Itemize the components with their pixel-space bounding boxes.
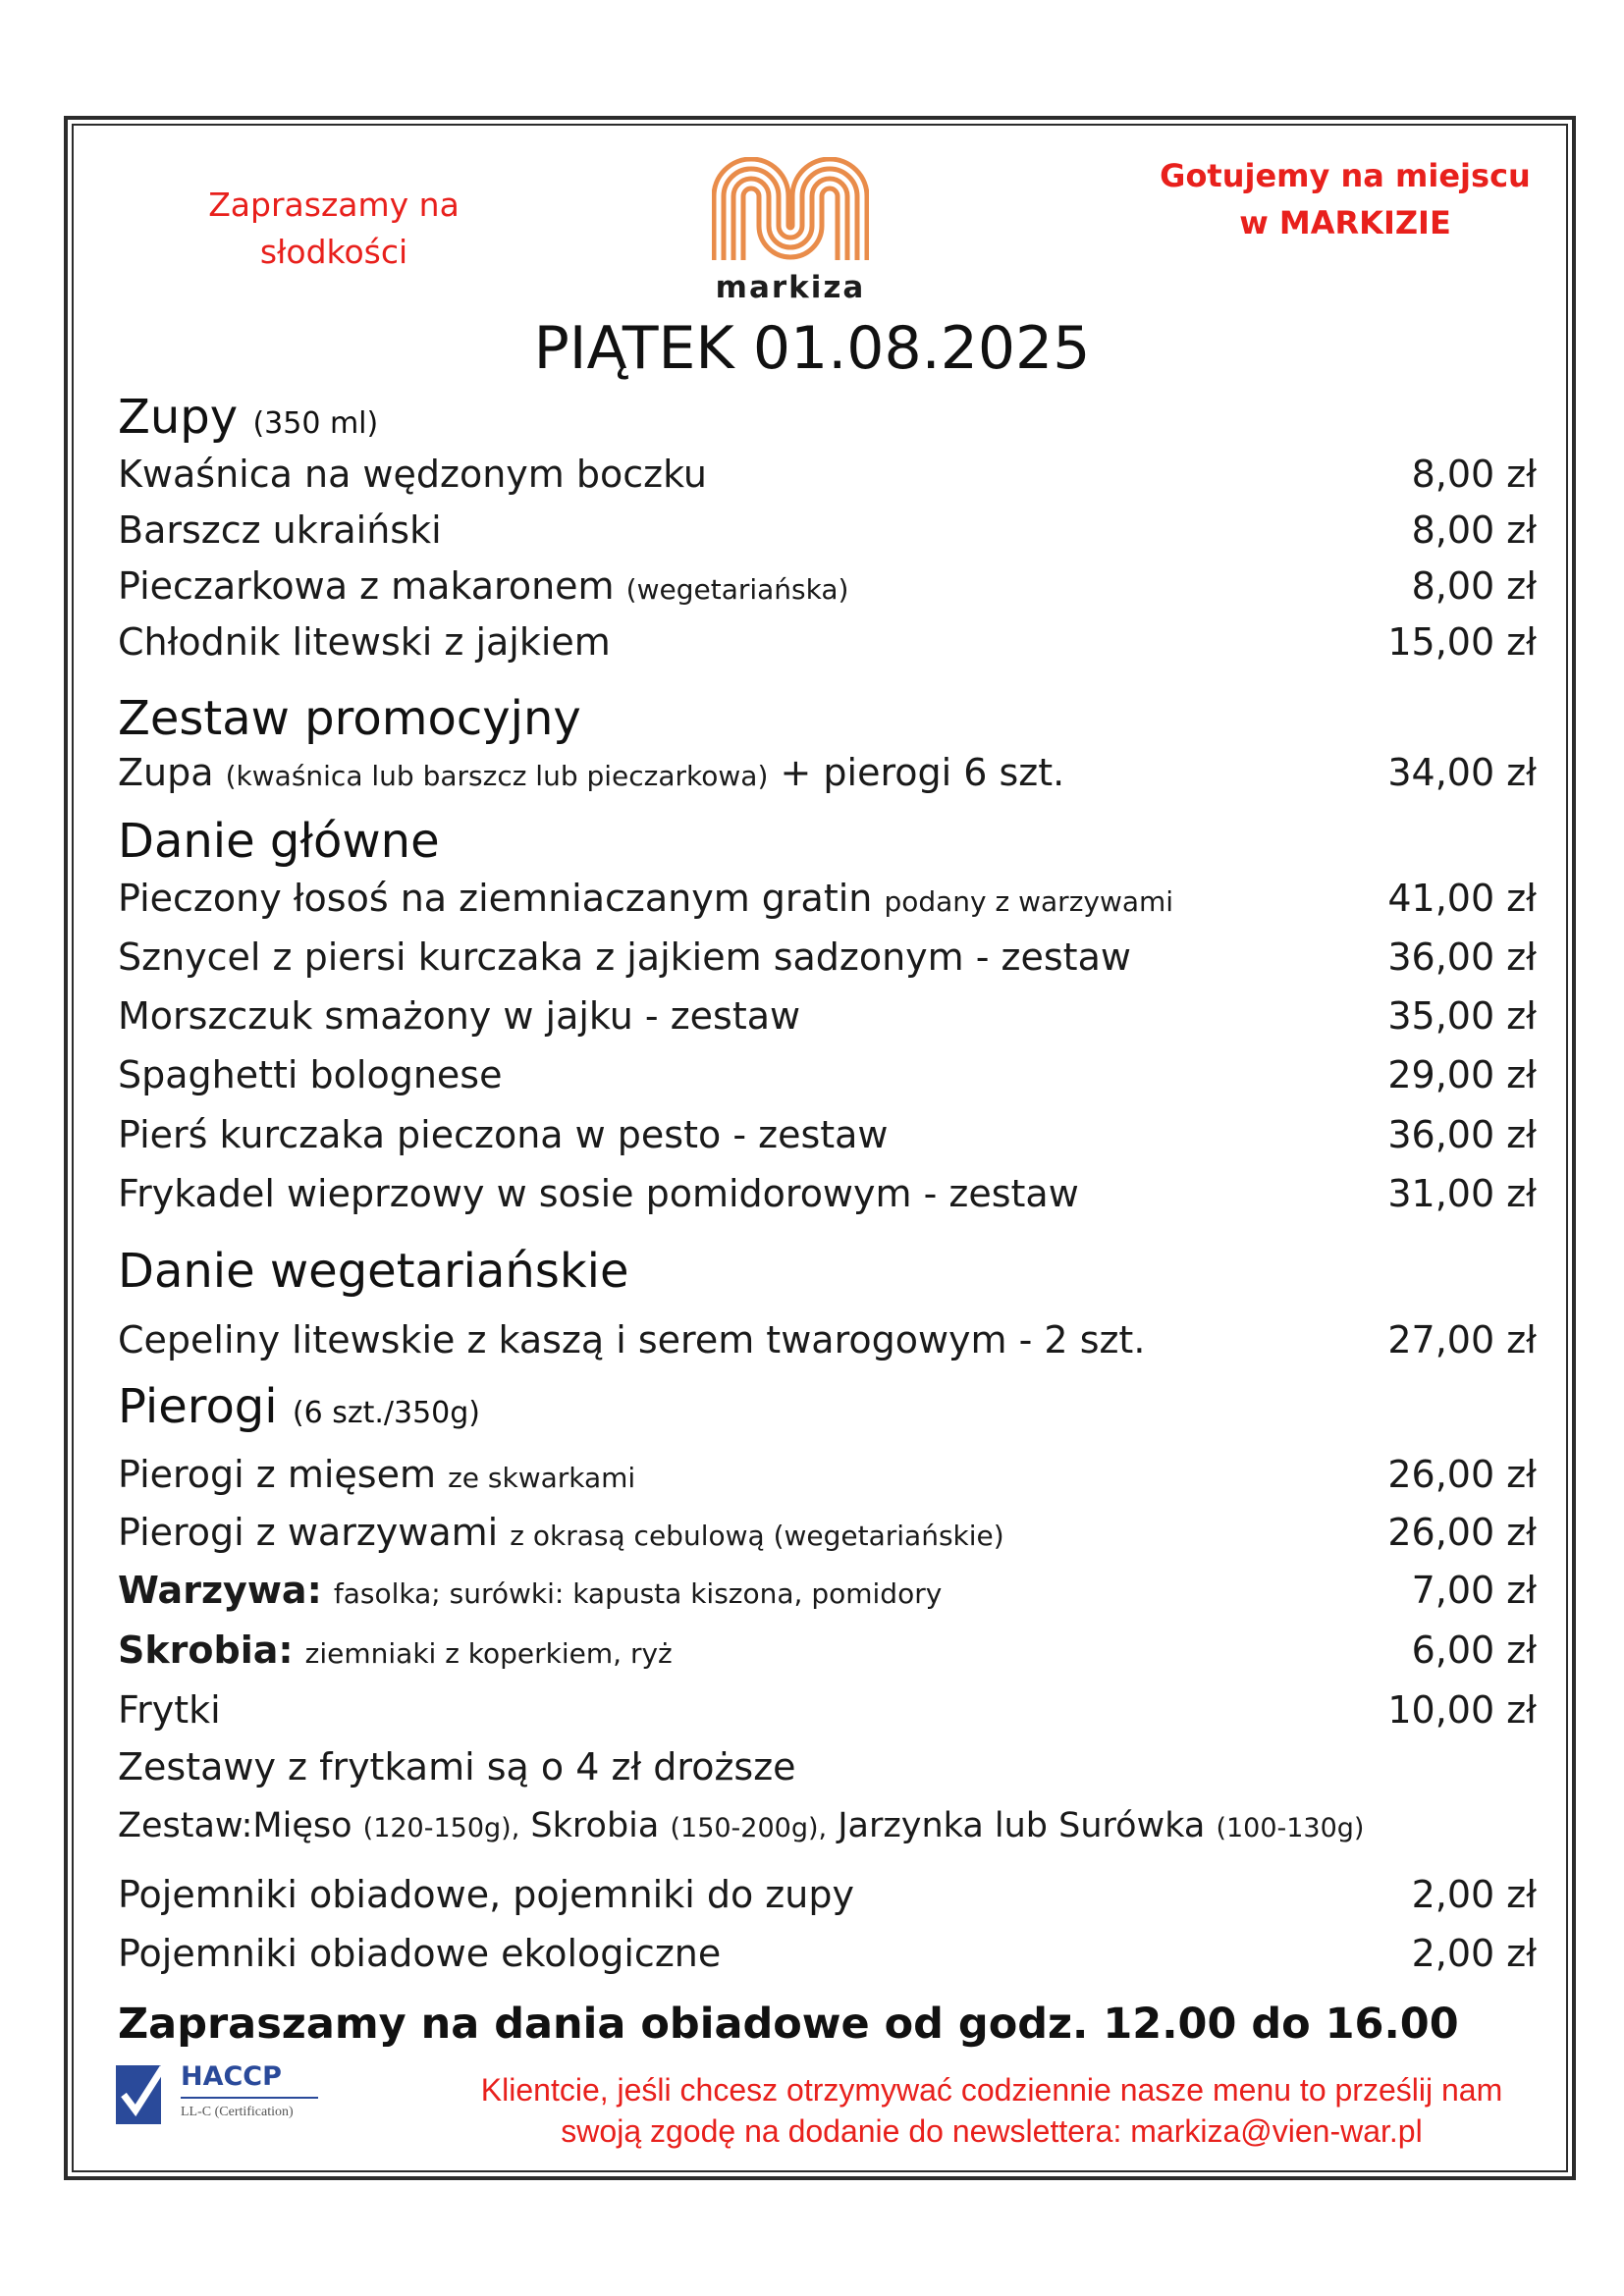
item-name: Sznycel z piersi kurczaka z jajkiem sadzonym - zestaw — [118, 935, 1131, 979]
item-name: Barszcz ukraiński — [118, 508, 442, 552]
item-name: Chłodnik litewski z jajkiem — [118, 620, 611, 664]
sweets-note-line-2: słodkości — [259, 233, 408, 271]
menu-item-warzywa — [118, 1561, 1537, 1620]
section-title: Pierogi — [118, 1379, 278, 1434]
haccp-check-icon — [116, 2061, 167, 2126]
menu-item — [118, 1164, 1537, 1223]
item-name: Zupa — [118, 751, 214, 794]
item-price: 26,00 zł — [1387, 1453, 1537, 1496]
item-note: fasolka; surówki: kapusta kiszona, pomidory — [333, 1577, 943, 1610]
menu-item — [118, 1310, 1537, 1369]
menu-item — [118, 613, 1537, 671]
opening-hours-cta: Zapraszamy na dania obiadowe od godz. 12.00 do 16.00 — [118, 2000, 1459, 2049]
cooking-note — [1149, 152, 1542, 246]
cooking-note-line-1: Gotujemy na miejscu — [1160, 157, 1531, 194]
item-price: 36,00 zł — [1387, 1113, 1537, 1156]
menu-item — [118, 987, 1537, 1045]
item-name: Pojemniki obiadowe, pojemniki do zupy — [118, 1873, 854, 1916]
haccp-subtitle: LL-C (Certification) — [181, 2105, 294, 2119]
item-name: Pierś kurczaka pieczona w pesto - zestaw — [118, 1113, 889, 1156]
logo-wordmark: markiza — [715, 270, 866, 305]
item-price: 35,00 zł — [1387, 994, 1537, 1038]
newsletter-line-2: swoją zgodę na dodanie do newslettera: markiza@vien-war.pl — [561, 2113, 1423, 2149]
item-price: 41,00 zł — [1387, 877, 1537, 920]
menu-item — [118, 1045, 1537, 1104]
item-price: 8,00 zł — [1411, 564, 1537, 608]
menu-item — [118, 501, 1537, 560]
frytki-info: Zestawy z frytkami są o 4 zł droższe — [118, 1745, 796, 1789]
menu-item — [118, 557, 1537, 615]
item-price: 6,00 zł — [1411, 1629, 1537, 1672]
newsletter-note — [432, 2069, 1551, 2152]
zestaw-info-note-1: (120-150g), — [362, 1813, 520, 1843]
item-name: Pieczarkowa z makaronem — [118, 564, 615, 608]
item-note: ze skwarkami — [448, 1462, 636, 1494]
item-note: (wegetariańska) — [625, 573, 849, 606]
section-heading-zestaw — [118, 689, 581, 748]
menu-item — [118, 1503, 1537, 1562]
section-heading-pierogi — [118, 1377, 480, 1443]
item-name: Kwaśnica na wędzonym boczku — [118, 453, 708, 496]
item-price: 10,00 zł — [1387, 1688, 1537, 1732]
item-note: podany z warzywami — [884, 885, 1174, 918]
markiza-logo-icon — [712, 157, 869, 265]
zestaw-info-note-2: (150-200g), — [670, 1813, 828, 1843]
item-suffix: + pierogi 6 szt. — [780, 751, 1065, 794]
menu-item — [118, 743, 1537, 802]
menu-item — [118, 869, 1537, 928]
haccp-badge — [116, 2061, 322, 2130]
item-price: 34,00 zł — [1387, 751, 1537, 794]
item-name: Pieczony łosoś na ziemniaczanym gratin — [118, 877, 873, 920]
item-price: 15,00 zł — [1387, 620, 1537, 664]
item-price: 7,00 zł — [1411, 1569, 1537, 1612]
haccp-divider — [181, 2097, 318, 2099]
section-title: Danie wegetariańskie — [118, 1244, 629, 1299]
zestaw-info — [118, 1796, 1364, 1858]
item-note: ziemniaki z koperkiem, ryż — [304, 1637, 673, 1670]
item-name: Frykadel wieprzowy w sosie pomidorowym - zestaw — [118, 1172, 1079, 1215]
item-label: Skrobia: — [118, 1629, 294, 1672]
item-price: 27,00 zł — [1387, 1318, 1537, 1362]
section-title: Zestaw promocyjny — [118, 691, 581, 746]
cooking-note-line-2: w MARKIZIE — [1239, 204, 1451, 241]
section-heading-zupy — [118, 388, 378, 454]
item-price: 8,00 zł — [1411, 453, 1537, 496]
zestaw-info-part-1: Zestaw:Mięso — [118, 1806, 352, 1845]
item-label: Warzywa: — [118, 1569, 322, 1612]
item-name: Pierogi z mięsem — [118, 1453, 436, 1496]
section-heading-glowne — [118, 812, 440, 871]
sweets-note — [196, 182, 471, 276]
item-name: Cepeliny litewskie z kaszą i serem twarogowym - 2 szt. — [118, 1318, 1146, 1362]
haccp-title: HACCP — [181, 2061, 282, 2092]
menu-item — [118, 1445, 1537, 1504]
item-name: Morszczuk smażony w jajku - zestaw — [118, 994, 801, 1038]
section-heading-wege — [118, 1242, 629, 1301]
sweets-note-line-1: Zapraszamy na — [208, 186, 460, 224]
page-title: PIĄTEK 01.08.2025 — [533, 314, 1091, 383]
menu-item-pojemniki — [118, 1865, 1537, 1924]
item-price: 31,00 zł — [1387, 1172, 1537, 1215]
zestaw-info-note-3: (100-130g) — [1216, 1813, 1365, 1843]
item-name: Pierogi z warzywami — [118, 1511, 499, 1554]
menu-item — [118, 445, 1537, 504]
item-name: Spaghetti bolognese — [118, 1053, 503, 1096]
section-note: (6 szt./350g) — [292, 1396, 480, 1430]
menu-item — [118, 928, 1537, 987]
item-note: z okrasą cebulową (wegetariańskie) — [510, 1520, 1004, 1552]
item-name: Frytki — [118, 1688, 221, 1732]
item-name: Pojemniki obiadowe ekologiczne — [118, 1932, 722, 1975]
markiza-logo — [712, 157, 869, 304]
item-price: 2,00 zł — [1411, 1932, 1537, 1975]
item-price: 8,00 zł — [1411, 508, 1537, 552]
zestaw-info-part-3: Jarzynka lub Surówka — [838, 1806, 1206, 1845]
menu-item — [118, 1105, 1537, 1164]
section-note: (350 ml) — [252, 406, 379, 441]
zestaw-info-part-2: Skrobia — [530, 1806, 660, 1845]
menu-item-pojemniki-eko — [118, 1924, 1537, 1983]
item-note: (kwaśnica lub barszcz lub pieczarkowa) — [225, 760, 769, 792]
item-price: 29,00 zł — [1387, 1053, 1537, 1096]
item-price: 26,00 zł — [1387, 1511, 1537, 1554]
newsletter-line-1: Klientcie, jeśli chcesz otrzymywać codziennie nasze menu to prześlij nam — [480, 2072, 1503, 2108]
menu-item-skrobia — [118, 1621, 1537, 1680]
section-title: Danie główne — [118, 814, 440, 869]
menu-item-frytki — [118, 1681, 1537, 1739]
section-title: Zupy — [118, 390, 239, 445]
item-price: 36,00 zł — [1387, 935, 1537, 979]
item-price: 2,00 zł — [1411, 1873, 1537, 1916]
